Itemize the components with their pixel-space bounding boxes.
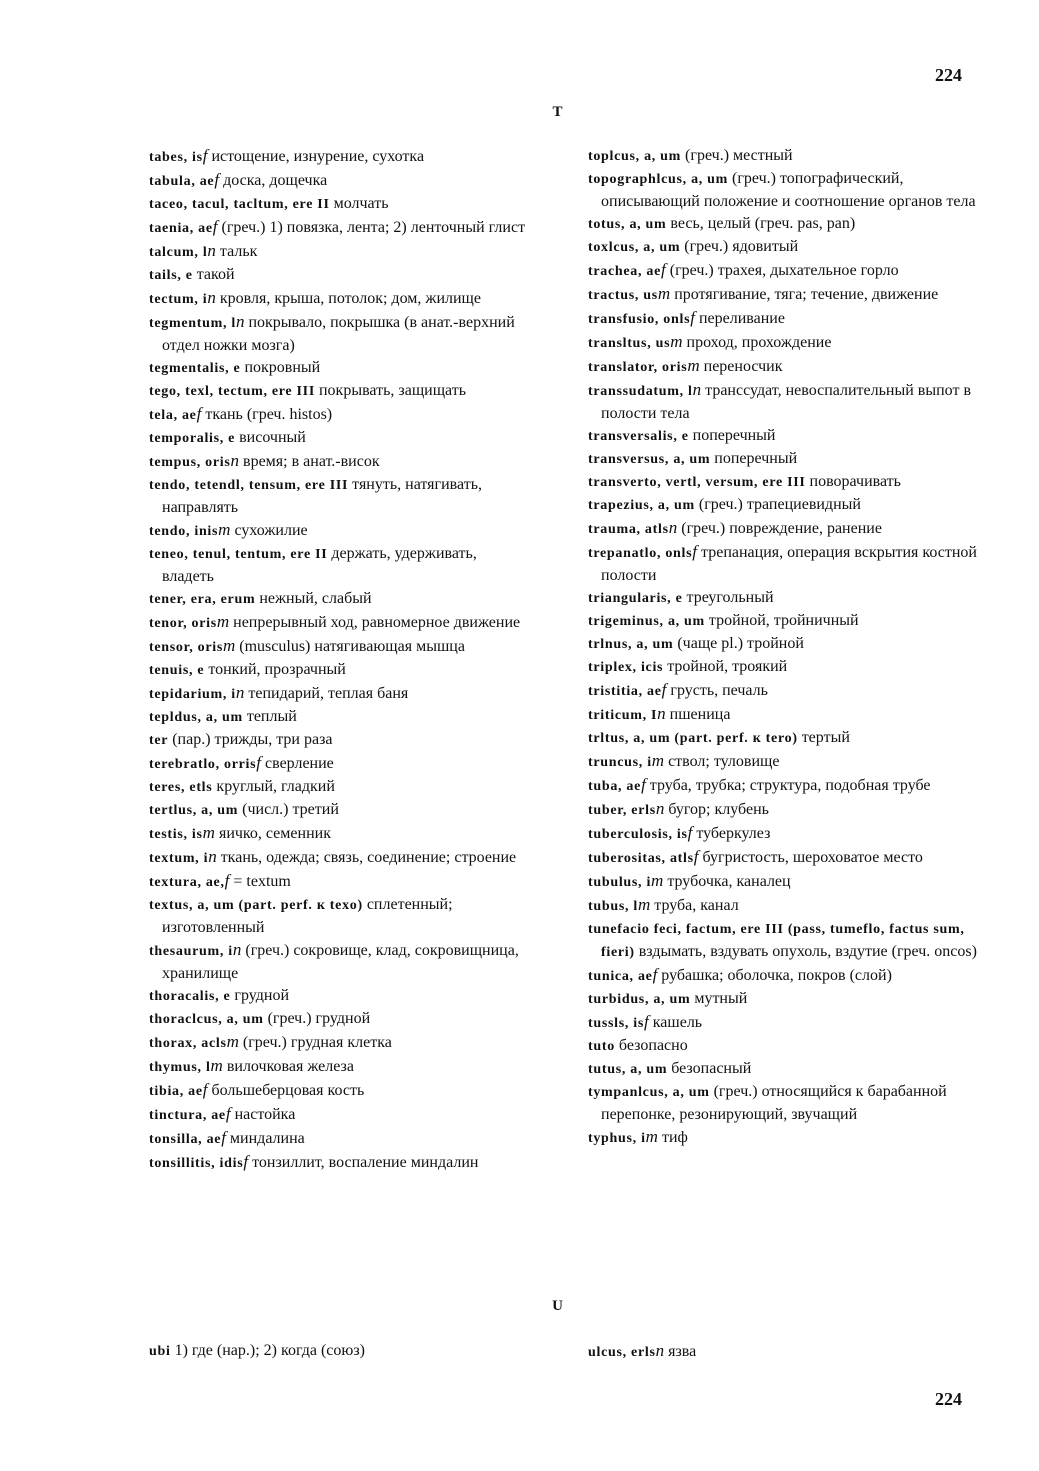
- entry-definition: тальк: [215, 243, 258, 260]
- entry-headword: tensor, oris: [149, 640, 223, 655]
- dictionary-entry: [588, 494, 978, 517]
- dictionary-entry: [588, 1126, 978, 1150]
- entry-headword: tympanlcus, a, um: [588, 1085, 710, 1100]
- entry-headword: translator, oris: [588, 360, 688, 375]
- dictionary-entry: [149, 939, 529, 985]
- entry-headword: totus, a, um: [588, 217, 667, 232]
- entry-definition: поперечный: [688, 427, 776, 444]
- entry-definition: поворачивать: [805, 473, 901, 490]
- entry-definition: сплетенный; изготовленный: [162, 896, 453, 936]
- dictionary-entry: [149, 380, 529, 403]
- entry-gender: f: [692, 542, 698, 561]
- entry-definition: тонкий, прозрачный: [204, 661, 346, 678]
- dictionary-entry: [588, 448, 978, 471]
- dictionary-entry: [588, 798, 978, 822]
- entry-headword: tectum, i: [149, 292, 208, 307]
- entry-definition: покровный: [240, 359, 321, 376]
- entry-headword: turbidus, a, um: [588, 992, 691, 1007]
- entry-definition: протягивание, тяга; течение, движение: [670, 286, 939, 303]
- entry-definition: (греч.) грудная клетка: [238, 1034, 392, 1051]
- entry-headword: tibia, ae: [149, 1084, 203, 1099]
- dictionary-entry: [588, 988, 978, 1011]
- entry-gender: m: [645, 1127, 658, 1146]
- entry-definition: держать, удерживать, владеть: [162, 545, 477, 585]
- dictionary-entry: [588, 379, 978, 425]
- entry-gender: n: [208, 847, 217, 866]
- entry-headword: taenia, ae: [149, 221, 213, 236]
- entry-definition: тонзиллит, воспаление миндалин: [248, 1154, 479, 1171]
- dictionary-entry: [149, 169, 529, 193]
- entry-headword: tunefacio feci, factum, ere III (pass, tumeflo, factus sum, fieri): [588, 922, 965, 960]
- dictionary-entry: [149, 659, 529, 682]
- entry-headword: tuberculosis, is: [588, 827, 688, 842]
- entry-headword: topographlcus, a, um: [588, 172, 729, 187]
- dictionary-entry: [149, 1008, 529, 1031]
- dictionary-entry: [588, 307, 978, 331]
- entry-headword: tabes, is: [149, 150, 203, 165]
- entry-headword: tego, texl, tectum, ere III: [149, 384, 315, 399]
- entry-definition: язва: [664, 1343, 697, 1360]
- entry-headword: tubus, l: [588, 899, 638, 914]
- entry-definition: сверление: [261, 755, 334, 772]
- dictionary-entry: [588, 1011, 978, 1035]
- dictionary-entry: [149, 450, 529, 474]
- entry-headword: tela, ae: [149, 408, 197, 423]
- dictionary-entry: [149, 311, 529, 357]
- entry-headword: talcum, l: [149, 245, 208, 260]
- entry-gender: m: [670, 332, 683, 351]
- dictionary-entry: [149, 894, 529, 939]
- entry-headword: truncus, i: [588, 755, 652, 770]
- dictionary-entry: [588, 471, 978, 494]
- dictionary-entry: [149, 1340, 529, 1363]
- entry-headword: tendo, tetendl, tensum, ere III: [149, 478, 349, 493]
- dictionary-entry: [149, 870, 529, 894]
- entry-headword: triangularis, e: [588, 591, 683, 606]
- entry-definition: переливание: [694, 310, 785, 327]
- entry-headword: transltus, us: [588, 336, 671, 351]
- entry-headword: toplcus, a, um: [588, 149, 682, 164]
- dictionary-entry: [149, 145, 529, 169]
- dictionary-entry: [588, 633, 978, 656]
- entry-gender: n: [207, 241, 216, 260]
- entry-gender: f: [661, 680, 667, 699]
- dictionary-entry: [149, 799, 529, 822]
- entry-gender: m: [216, 612, 230, 631]
- entry-gender: f: [641, 775, 646, 794]
- entry-definition: бугристость, шероховатое место: [698, 849, 923, 866]
- entry-definition: бугор; клубень: [664, 801, 769, 818]
- entry-definition: проход, прохождение: [682, 334, 832, 351]
- dictionary-entry: [588, 425, 978, 448]
- entry-gender: f: [693, 847, 699, 866]
- entry-headword: tinctura, ae: [149, 1108, 226, 1123]
- entry-definition: треугольный: [682, 589, 774, 606]
- entry-gender: m: [223, 636, 236, 655]
- entry-headword: tepldus, a, um: [149, 710, 243, 725]
- entry-headword: tonsillitis, idis: [149, 1156, 244, 1171]
- entry-headword: testis, is: [149, 827, 203, 842]
- entry-gender: n: [657, 704, 666, 723]
- entry-definition: вилочковая железа: [222, 1058, 354, 1075]
- column-u-left: [149, 1340, 529, 1363]
- dictionary-entry: [588, 236, 978, 259]
- entry-headword: tubulus, i: [588, 875, 652, 890]
- entry-headword: ubi: [149, 1344, 171, 1359]
- entry-definition: теплый: [242, 708, 297, 725]
- dictionary-entry: [149, 1079, 529, 1103]
- dictionary-entry: [149, 729, 529, 752]
- dictionary-entry: [149, 682, 529, 706]
- entry-headword: trapezius, a, um: [588, 498, 695, 513]
- entry-definition: (числ.) третий: [238, 801, 339, 818]
- dictionary-entry: [588, 703, 978, 727]
- entry-definition: кашель: [648, 1014, 703, 1031]
- entry-gender: f: [221, 1128, 226, 1147]
- entry-definition: такой: [192, 266, 235, 283]
- dictionary-entry: [149, 776, 529, 799]
- entry-headword: tuba, ae: [588, 779, 642, 794]
- entry-headword: transversus, a, um: [588, 452, 711, 467]
- entry-definition: мутный: [690, 990, 748, 1007]
- entry-definition: тиф: [657, 1129, 688, 1146]
- entry-gender: m: [657, 284, 671, 303]
- entry-gender: m: [687, 356, 700, 375]
- dictionary-entry: [588, 1035, 978, 1058]
- entry-headword: temporalis, e: [149, 431, 236, 446]
- entry-gender: n: [235, 683, 245, 702]
- entry-definition: тройной, троякий: [663, 658, 788, 675]
- dictionary-entry: [149, 1103, 529, 1127]
- entry-gender: f: [196, 404, 202, 423]
- entry-definition: труба, канал: [650, 897, 739, 914]
- dictionary-entry: [588, 846, 978, 870]
- entry-headword: teres, etls: [149, 780, 213, 795]
- entry-definition: ствол; туловище: [664, 753, 780, 770]
- dictionary-entry: [588, 656, 978, 679]
- dictionary-entry: [588, 774, 978, 798]
- entry-headword: taceo, tacul, tacltum, ere II: [149, 197, 330, 212]
- dictionary-entry: [149, 264, 529, 287]
- dictionary-entry: [588, 870, 978, 894]
- dictionary-entry: [149, 193, 529, 216]
- entry-headword: trltus, a, um (part. perf. к tero): [588, 731, 798, 746]
- dictionary-entry: [588, 610, 978, 633]
- entry-definition: переносчик: [699, 358, 783, 375]
- entry-definition: (пар.) трижды, три раза: [168, 731, 333, 748]
- dictionary-entry: [149, 474, 529, 519]
- entry-definition: безопасно: [614, 1037, 688, 1054]
- dictionary-entry: [149, 822, 529, 846]
- entry-definition: весь, целый (греч. pas, pan): [666, 215, 856, 232]
- entry-definition: (греч.) относящийся к барабанной перепонке, резонирующий, звучащий: [601, 1083, 947, 1123]
- dictionary-entry: [588, 1081, 978, 1126]
- entry-definition: (греч.) ядовитый: [680, 238, 799, 255]
- dictionary-entry: [149, 543, 529, 588]
- entry-gender: f: [224, 871, 230, 890]
- entry-gender: f: [661, 260, 666, 279]
- entry-definition: трепанация, операция вскрытия костной полости: [601, 544, 977, 584]
- dictionary-entry: [149, 1055, 529, 1079]
- entry-headword: tabula, ae: [149, 174, 215, 189]
- entry-definition: ткань (греч. histos): [201, 406, 333, 423]
- column-u-right: [588, 1340, 978, 1364]
- entry-gender: n: [235, 312, 245, 331]
- entry-definition: трубочка, каналец: [663, 873, 791, 890]
- entry-headword: tegmentalis, e: [149, 361, 241, 376]
- entry-definition: (греч.) местный: [681, 147, 793, 164]
- page-number-top: 224: [935, 65, 962, 85]
- entry-headword: trepanatlo, onls: [588, 546, 693, 561]
- entry-definition: (греч.) трахея, дыхательное горло: [665, 262, 899, 279]
- dictionary-entry: [149, 635, 529, 659]
- dictionary-entry: [588, 727, 978, 750]
- entry-definition: (греч.) трапециевидный: [694, 496, 861, 513]
- entry-definition: покрывало, покрышка (в анат.-верхний отдел ножки мозга): [162, 314, 515, 354]
- section-heading-t: T: [552, 104, 563, 120]
- dictionary-entry: [588, 213, 978, 236]
- entry-headword: tuber, erls: [588, 803, 656, 818]
- entry-headword: thoracalis, e: [149, 989, 231, 1004]
- dictionary-entry: [588, 517, 978, 541]
- entry-gender: n: [207, 288, 216, 307]
- entry-gender: n: [655, 799, 665, 818]
- entry-headword: ulcus, erls: [588, 1345, 656, 1360]
- column-t-right: [588, 145, 978, 1150]
- entry-definition: рубашка; оболочка, покров (слой): [657, 967, 892, 984]
- entry-definition: поперечный: [710, 450, 798, 467]
- entry-headword: teneo, tenul, tentum, ere II: [149, 547, 328, 562]
- entry-definition: вздымать, вздувать опухоль, вздутие (греч. oncos): [634, 943, 977, 960]
- dictionary-entry: [588, 168, 978, 213]
- entry-headword: toxlcus, a, um: [588, 240, 681, 255]
- entry-headword: triplex, icis: [588, 660, 664, 675]
- entry-headword: tractus, us: [588, 288, 658, 303]
- entry-definition: грудной: [230, 987, 290, 1004]
- entry-definition: тертый: [797, 729, 850, 746]
- entry-headword: thorax, acls: [149, 1036, 227, 1051]
- entry-gender: n: [668, 518, 678, 537]
- entry-headword: tempus, oris: [149, 455, 231, 470]
- entry-definition: (греч.) топографический, описывающий положение и соотношение органов тела: [601, 170, 976, 210]
- entry-headword: tenor, oris: [149, 616, 217, 631]
- dictionary-entry: [588, 259, 978, 283]
- entry-gender: f: [202, 1080, 208, 1099]
- entry-gender: n: [655, 1341, 665, 1360]
- entry-gender: f: [214, 170, 220, 189]
- entry-definition: большеберцовая кость: [207, 1082, 365, 1099]
- entry-definition: молчать: [329, 195, 389, 212]
- entry-definition: (греч.) повреждение, ранение: [677, 520, 882, 537]
- entry-headword: tutus, a, um: [588, 1062, 668, 1077]
- entry-headword: tuto: [588, 1039, 615, 1054]
- entry-headword: trigeminus, a, um: [588, 614, 705, 629]
- entry-headword: ter: [149, 733, 169, 748]
- entry-headword: tegmentum, l: [149, 316, 236, 331]
- entry-definition: = textum: [229, 873, 291, 890]
- entry-headword: transsudatum, l: [588, 384, 693, 399]
- entry-gender: f: [687, 823, 693, 842]
- entry-definition: пшеница: [665, 706, 731, 723]
- entry-definition: покрывать, защищать: [314, 382, 466, 399]
- entry-definition: тепидарий, теплая баня: [244, 685, 409, 702]
- dictionary-entry: [149, 357, 529, 380]
- entry-headword: tener, era, erum: [149, 592, 256, 607]
- dictionary-entry: [149, 1151, 529, 1175]
- entry-definition: кровля, крыша, потолок; дом, жилище: [215, 290, 481, 307]
- entry-definition: непрерывный ход, равномерное движение: [229, 614, 521, 631]
- entry-headword: tunica, ae: [588, 969, 653, 984]
- dictionary-entry: [149, 706, 529, 729]
- entry-headword: tenuis, e: [149, 663, 205, 678]
- dictionary-entry: [588, 1340, 978, 1364]
- entry-headword: typhus, i: [588, 1131, 646, 1146]
- entry-headword: tertlus, a, um: [149, 803, 239, 818]
- entry-headword: transfusio, onls: [588, 312, 691, 327]
- entry-headword: tonsilla, ae: [149, 1132, 222, 1147]
- entry-headword: tendo, inis: [149, 524, 219, 539]
- entry-definition: ткань, одежда; связь, соединение; строение: [216, 849, 517, 866]
- entry-headword: transversalis, e: [588, 429, 689, 444]
- entry-definition: нежный, слабый: [255, 590, 372, 607]
- entry-gender: m: [651, 751, 665, 770]
- dictionary-entry: [588, 355, 978, 379]
- entry-gender: f: [690, 308, 695, 327]
- entry-definition: грусть, печаль: [666, 682, 768, 699]
- entry-definition: височный: [235, 429, 306, 446]
- dictionary-entry: [149, 216, 529, 240]
- entry-definition: миндалина: [225, 1130, 305, 1147]
- entry-headword: textura, ae,: [149, 875, 225, 890]
- entry-gender: m: [651, 871, 664, 890]
- entry-definition: сухожилие: [230, 522, 308, 539]
- dictionary-entry: [588, 822, 978, 846]
- entry-definition: 1) где (нар.); 2) когда (союз): [170, 1342, 365, 1359]
- entry-headword: tuberositas, atls: [588, 851, 694, 866]
- dictionary-entry: [588, 331, 978, 355]
- entry-gender: f: [225, 1104, 231, 1123]
- entry-definition: (чаще pl.) тройной: [673, 635, 804, 652]
- entry-gender: m: [210, 1056, 223, 1075]
- entry-gender: f: [202, 146, 208, 165]
- entry-definition: (греч.) грудной: [263, 1010, 371, 1027]
- entry-headword: textus, a, um (part. perf. к texo): [149, 898, 363, 913]
- entry-gender: m: [202, 823, 215, 842]
- entry-definition: (musculus) натягивающая мышца: [235, 638, 465, 655]
- entry-headword: trachea, ae: [588, 264, 662, 279]
- dictionary-entry: [149, 752, 529, 776]
- entry-definition: тянуть, натягивать, направлять: [162, 476, 482, 516]
- dictionary-entry: [149, 427, 529, 450]
- entry-headword: transverto, vertl, versum, ere III: [588, 475, 806, 490]
- dictionary-entry: [149, 403, 529, 427]
- dictionary-entry: [149, 588, 529, 611]
- entry-headword: tails, e: [149, 268, 193, 283]
- entry-headword: tepidarium, i: [149, 687, 236, 702]
- section-heading-u: U: [552, 1298, 563, 1314]
- entry-gender: f: [644, 1012, 649, 1031]
- entry-headword: tussls, is: [588, 1016, 645, 1031]
- entry-headword: terebratlo, orris: [149, 757, 257, 772]
- entry-gender: m: [226, 1032, 239, 1051]
- entry-headword: trauma, atls: [588, 522, 669, 537]
- entry-definition: труба, трубка; структура, подобная трубе: [645, 777, 931, 794]
- entry-headword: trlnus, a, um: [588, 637, 674, 652]
- entry-definition: время; в анат.-висок: [239, 453, 380, 470]
- dictionary-entry: [588, 918, 978, 964]
- dictionary-entry: [588, 283, 978, 307]
- entry-gender: f: [212, 217, 218, 236]
- dictionary-entry: [588, 964, 978, 988]
- entry-gender: n: [232, 940, 242, 959]
- entry-definition: тройной, тройничный: [704, 612, 859, 629]
- entry-gender: n: [692, 380, 702, 399]
- column-t-left: [149, 145, 529, 1175]
- entry-gender: m: [637, 895, 651, 914]
- dictionary-entry: [588, 750, 978, 774]
- dictionary-entry: [588, 541, 978, 587]
- dictionary-entry: [149, 611, 529, 635]
- entry-definition: доска, дощечка: [219, 172, 328, 189]
- entry-definition: круглый, гладкий: [212, 778, 335, 795]
- dictionary-entry: [149, 519, 529, 543]
- dictionary-entry: [588, 587, 978, 610]
- entry-headword: thymus, l: [149, 1060, 211, 1075]
- dictionary-entry: [149, 1127, 529, 1151]
- entry-definition: транссудат, невоспалительный выпот в полости тела: [601, 382, 972, 422]
- entry-gender: f: [243, 1152, 249, 1171]
- dictionary-entry: [149, 287, 529, 311]
- entry-definition: яичко, семенник: [214, 825, 331, 842]
- entry-definition: (греч.) 1) повязка, лента; 2) ленточный глист: [217, 219, 526, 236]
- entry-headword: thoraclcus, a, um: [149, 1012, 264, 1027]
- dictionary-entry: [149, 985, 529, 1008]
- entry-definition: безопасный: [667, 1060, 752, 1077]
- entry-definition: истощение, изнурение, сухотка: [207, 148, 425, 165]
- page-number-bottom: 224: [935, 1389, 962, 1409]
- entry-definition: настойка: [230, 1106, 296, 1123]
- entry-gender: n: [230, 451, 240, 470]
- dictionary-entry: [149, 846, 529, 870]
- entry-headword: tristitia, ae: [588, 684, 662, 699]
- dictionary-entry: [588, 1058, 978, 1081]
- entry-headword: textum, i: [149, 851, 209, 866]
- dictionary-entry: [588, 894, 978, 918]
- entry-gender: f: [256, 753, 262, 772]
- entry-headword: triticum, I: [588, 708, 658, 723]
- dictionary-entry: [588, 679, 978, 703]
- entry-definition: туберкулез: [692, 825, 771, 842]
- dictionary-entry: [149, 240, 529, 264]
- entry-headword: thesaurum, i: [149, 944, 233, 959]
- entry-gender: f: [652, 965, 658, 984]
- dictionary-entry: [149, 1031, 529, 1055]
- entry-gender: m: [218, 520, 231, 539]
- entry-definition: (греч.) сокровище, клад, сокровищница, хранилище: [162, 942, 519, 982]
- dictionary-entry: [588, 145, 978, 168]
